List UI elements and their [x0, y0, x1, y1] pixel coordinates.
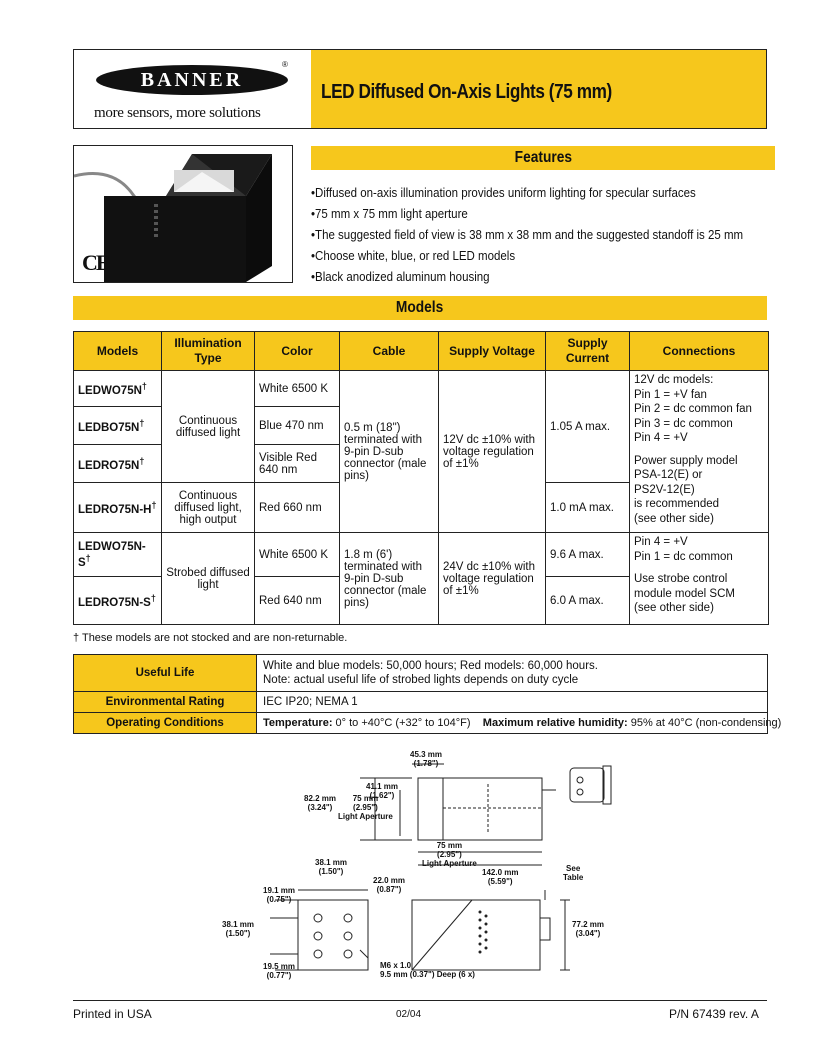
model-cell: LEDRO75N-H†: [74, 483, 162, 533]
features-heading: Features: [311, 146, 775, 170]
footer-rule: [73, 1000, 767, 1001]
side-view-body: [298, 900, 368, 970]
footnote: † These models are not stocked and are non-returnable.: [73, 632, 348, 644]
dim-41: 41.1 mm (1.62"): [366, 782, 399, 800]
illumination-cell: Continuous diffused light: [162, 371, 255, 483]
conn-line: module model SCM: [634, 587, 735, 600]
col-models: Models: [74, 332, 162, 371]
conn-line: (see other side): [634, 602, 714, 614]
banner-logo: BANNER: [96, 65, 288, 95]
dim-38-left: 38.1 mm (1.50"): [222, 920, 255, 938]
dim-142: 142.0 mm (5.59"): [482, 868, 519, 886]
feature-item: • Choose white, blue, or red LED models: [311, 246, 743, 267]
current-cell: 9.6 A max.: [546, 533, 630, 577]
table-row: [74, 533, 769, 577]
spec-row-useful-life: [74, 655, 768, 692]
model-cell: LEDRO75N-S†: [74, 577, 162, 625]
conn-line: Power supply model: [634, 454, 738, 467]
dim-19-5: 19.5 mm (0.77"): [263, 962, 296, 980]
cable-cell: 0.5 m (18") terminated with 9-pin D-sub connector (male pins): [340, 371, 439, 533]
dim-22: 22.0 mm (0.87"): [373, 876, 406, 894]
conn-line: 12V dc models:: [634, 374, 714, 386]
conn-line: Use strobe control: [634, 573, 728, 585]
current-cell: 1.0 mA max.: [546, 483, 630, 533]
dim-77: 77.2 mm (3.04"): [572, 920, 605, 938]
voltage-cell: 24V dc ±10% with voltage regulation of ±1%: [439, 533, 546, 625]
spec-value: White and blue models: 50,000 hours; Red models: 60,000 hours. Note: actual useful life of strobed lights depends on duty cycle: [257, 655, 768, 692]
conn-line: Pin 2 = dc common fan: [634, 403, 752, 415]
model-cell: LEDWO75N†: [74, 371, 162, 407]
col-supply-voltage: Supply Voltage: [439, 332, 546, 371]
dim-45: 45.3 mm (1.78"): [410, 750, 443, 768]
ce-mark: CE: [82, 250, 109, 275]
model-cell: LEDRO75N†: [74, 445, 162, 483]
conn-line: Pin 4 = +V: [634, 536, 688, 548]
thread-note: M6 x 1.0 9.5 mm (0.37") Deep (6 x): [380, 961, 475, 979]
top-view-body: [418, 778, 542, 840]
feature-item: • The suggested field of view is 38 mm x 38 mm and the suggested standoff is 25 mm: [311, 225, 743, 246]
spec-row-operating: [74, 713, 768, 734]
dim-19-1: 19.1 mm (0.75"): [263, 886, 296, 904]
feature-item: • Black anodized aluminum housing: [311, 267, 743, 288]
spec-label: Useful Life: [74, 655, 257, 692]
feature-item: • 75 mm x 75 mm light aperture: [311, 204, 743, 225]
models-table: [73, 331, 769, 625]
features-list: [311, 183, 781, 288]
dim-75-vertical: 75 mm (2.95") Light Aperture: [338, 794, 393, 821]
dim-82: 82.2 mm (3.24"): [304, 794, 337, 812]
color-cell: Red 640 nm: [255, 577, 340, 625]
feature-item: • Diffused on-axis illumination provides uniform lighting for specular surfaces: [311, 183, 743, 204]
connections-cell: [630, 371, 769, 533]
color-cell: Red 660 nm: [255, 483, 340, 533]
tagline: more sensors, more solutions: [94, 105, 261, 121]
conn-line: PSA-12(E) or: [634, 469, 703, 481]
connections-cell: [630, 533, 769, 625]
current-cell: 1.05 A max.: [546, 371, 630, 483]
document-title: LED Diffused On-Axis Lights (75 mm): [321, 81, 612, 103]
col-illumination: Illumination Type: [162, 332, 255, 371]
conn-line: Pin 3 = dc common: [634, 417, 733, 430]
model-cell: LEDWO75N-S†: [74, 533, 162, 577]
color-cell: White 6500 K: [255, 371, 340, 407]
current-cell: 6.0 A max.: [546, 577, 630, 625]
footer-printed: Printed in USA: [73, 1007, 152, 1021]
illumination-cell: Continuous diffused light, high output: [162, 483, 255, 533]
spec-value: Temperature: 0° to +40°C (+32° to 104°F) Maximum relative humidity: 95% at 40°C (non-condensing): [257, 713, 768, 734]
dim-38-top: 38.1 mm (1.50"): [315, 858, 348, 876]
spec-label: Operating Conditions: [74, 713, 257, 734]
col-color: Color: [255, 332, 340, 371]
conn-line: Pin 1 = +V fan: [634, 388, 707, 401]
dim-75-horizontal: 75 mm (2.95") Light Aperture: [422, 841, 477, 868]
specs-table: [73, 654, 782, 734]
registered-mark: ®: [282, 60, 288, 69]
front-view-body: [412, 900, 540, 970]
conn-line: (see other side): [634, 512, 714, 525]
models-heading: Models: [73, 296, 767, 320]
dimension-drawing: [210, 740, 630, 985]
cable-cell: 1.8 m (6') terminated with 9-pin D-sub connector (male pins): [340, 533, 439, 625]
footer-date: 02/04: [396, 1009, 422, 1020]
product-photo: [73, 145, 293, 283]
color-cell: White 6500 K: [255, 533, 340, 577]
table-row: [74, 371, 769, 407]
logo-box: [74, 50, 312, 128]
footer-part-number: P/N 67439 rev. A: [669, 1007, 759, 1021]
illumination-cell: Strobed diffused light: [162, 533, 255, 625]
model-cell: LEDBO75N†: [74, 407, 162, 445]
models-header-row: [74, 332, 769, 371]
conn-line: is recommended: [634, 498, 720, 510]
header: [73, 49, 767, 129]
col-cable: Cable: [340, 332, 439, 371]
conn-line: PS2V-12(E): [634, 483, 695, 496]
conn-line: Pin 1 = dc common: [634, 550, 733, 563]
spec-row-environmental: [74, 692, 768, 713]
color-cell: Visible Red 640 nm: [255, 445, 340, 483]
spec-value: IEC IP20; NEMA 1: [257, 692, 768, 713]
col-supply-current: Supply Current: [546, 332, 630, 371]
voltage-cell: 12V dc ±10% with voltage regulation of ±1%: [439, 371, 546, 533]
see-table-note: See Table: [563, 864, 584, 882]
conn-line: Pin 4 = +V: [634, 432, 688, 444]
title-box: [311, 50, 766, 128]
color-cell: Blue 470 nm: [255, 407, 340, 445]
col-connections: Connections: [630, 332, 769, 371]
spec-label: Environmental Rating: [74, 692, 257, 713]
